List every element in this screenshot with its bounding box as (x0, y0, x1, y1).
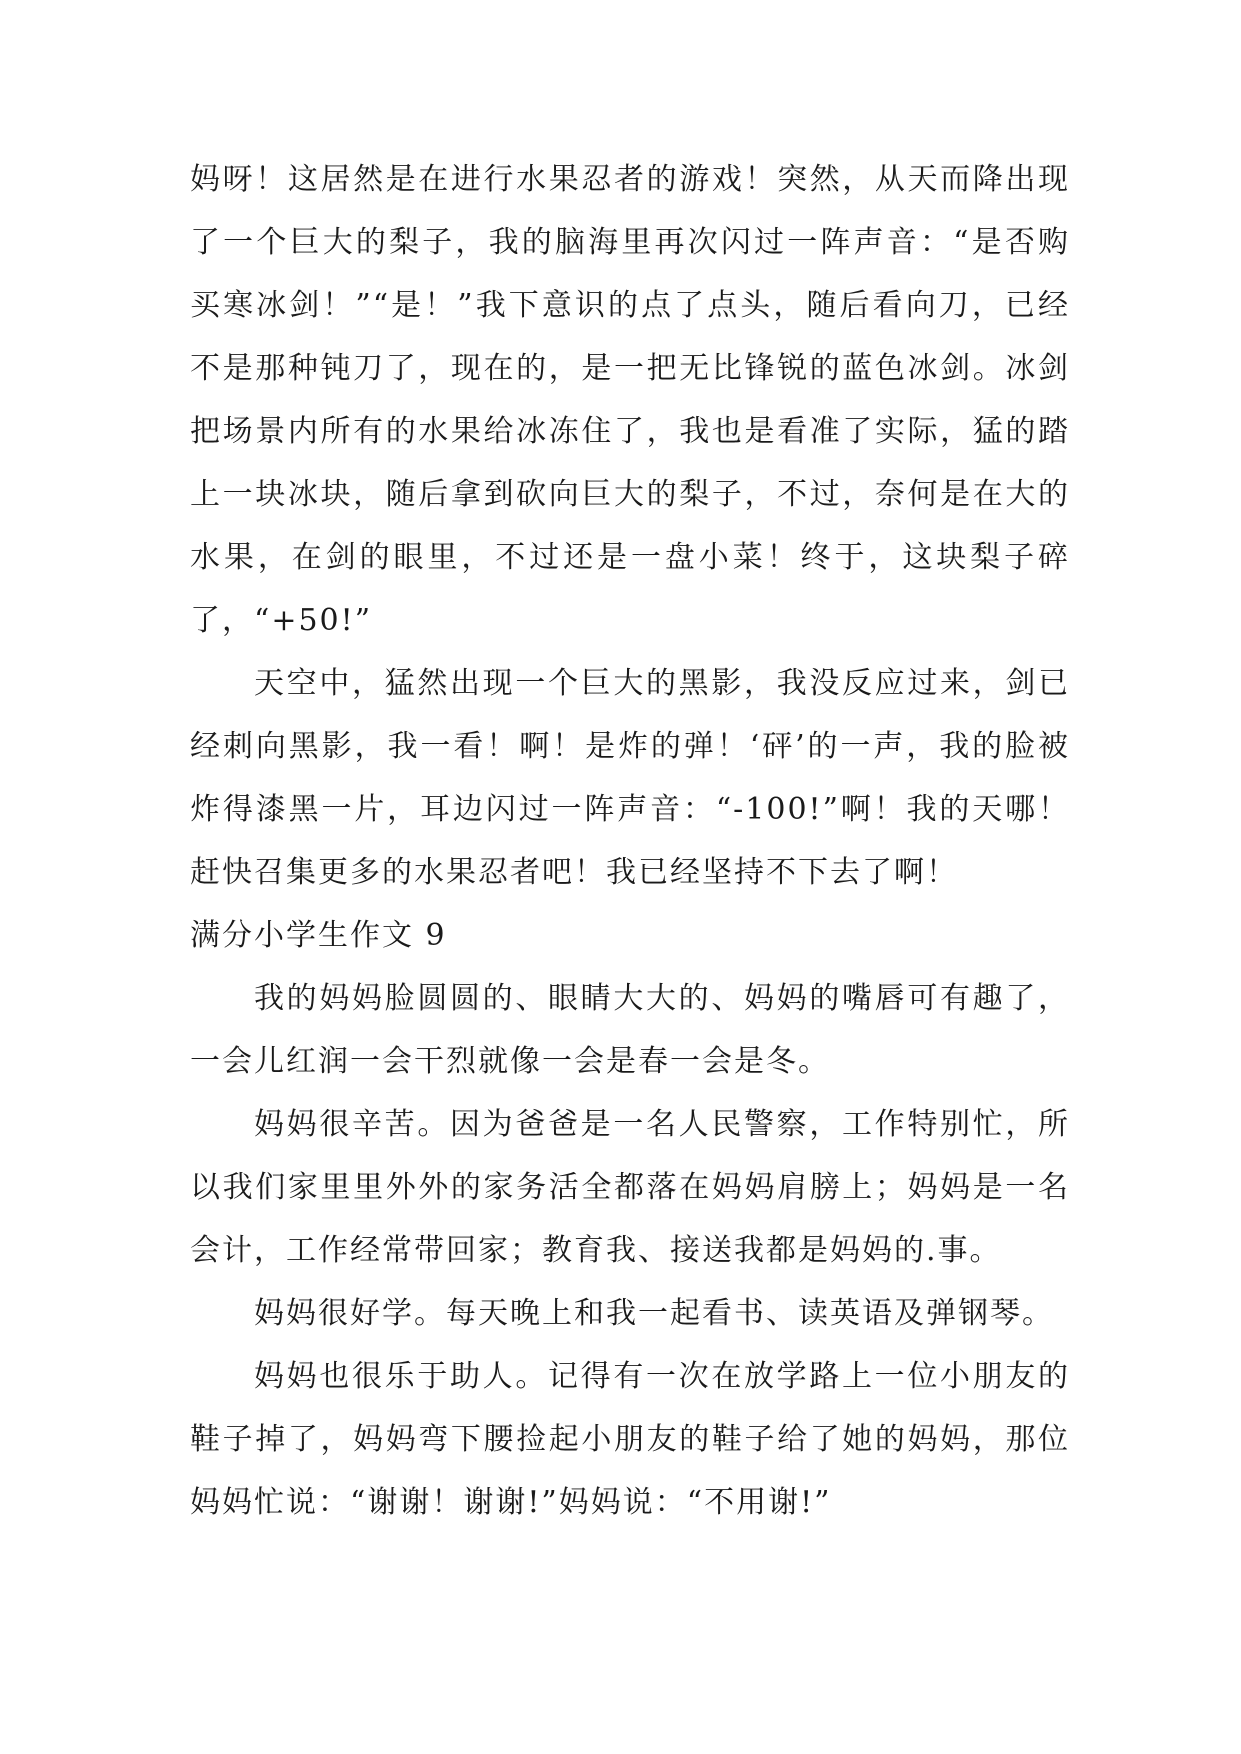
paragraph-5: 妈妈很好学。每天晚上和我一起看书、读英语及弹钢琴。 (254, 1296, 1054, 1331)
document-body (190, 148, 1070, 1534)
paragraph-3: 我的妈妈脸圆圆的、眼睛大大的、妈妈的嘴唇可有趣了，一会儿红润一会干烈就像一会是春一会是冬。 (190, 981, 1070, 1079)
paragraph-6: 妈妈也很乐于助人。记得有一次在放学路上一位小朋友的鞋子掉了，妈妈弯下腰捡起小朋友的鞋子给了她的妈妈，那位妈妈忙说：“谢谢！谢谢!”妈妈说：“不用谢!” (190, 1359, 1070, 1520)
paragraph-1: 妈呀！这居然是在进行水果忍者的游戏！突然，从天而降出现了一个巨大的梨子，我的脑海里再次闪过一阵声音：“是否购买寒冰剑！”“是！”我下意识的点了点头，随后看向刀，已经不是那种钝刀了，现在的，是一把无比锋锐的蓝色冰剑。冰剑把场景内所有的水果给冰冻住了，我也是看准了实际，猛的踏上一块冰块，随后拿到砍向巨大的梨子，不过，奈何是在大的水果，在剑的眼里，不过还是一盘小菜！终于，这块梨子碎了，“+50!” (190, 162, 1070, 638)
section-heading: 满分小学生作文 9 (190, 918, 447, 953)
paragraph-2: 天空中，猛然出现一个巨大的黑影，我没反应过来，剑已经刺向黑影，我一看！啊！是炸的弹！‘砰’的一声，我的脸被炸得漆黑一片，耳边闪过一阵声音：“-100!”啊！我的天哪！赶快召集更多的水果忍者吧！我已经坚持不下去了啊！ (190, 666, 1070, 890)
paragraph-4: 妈妈很辛苦。因为爸爸是一名人民警察，工作特别忙，所以我们家里里外外的家务活全都落在妈妈肩膀上；妈妈是一名会计，工作经常带回家；教育我、接送我都是妈妈的.事。 (190, 1107, 1070, 1268)
